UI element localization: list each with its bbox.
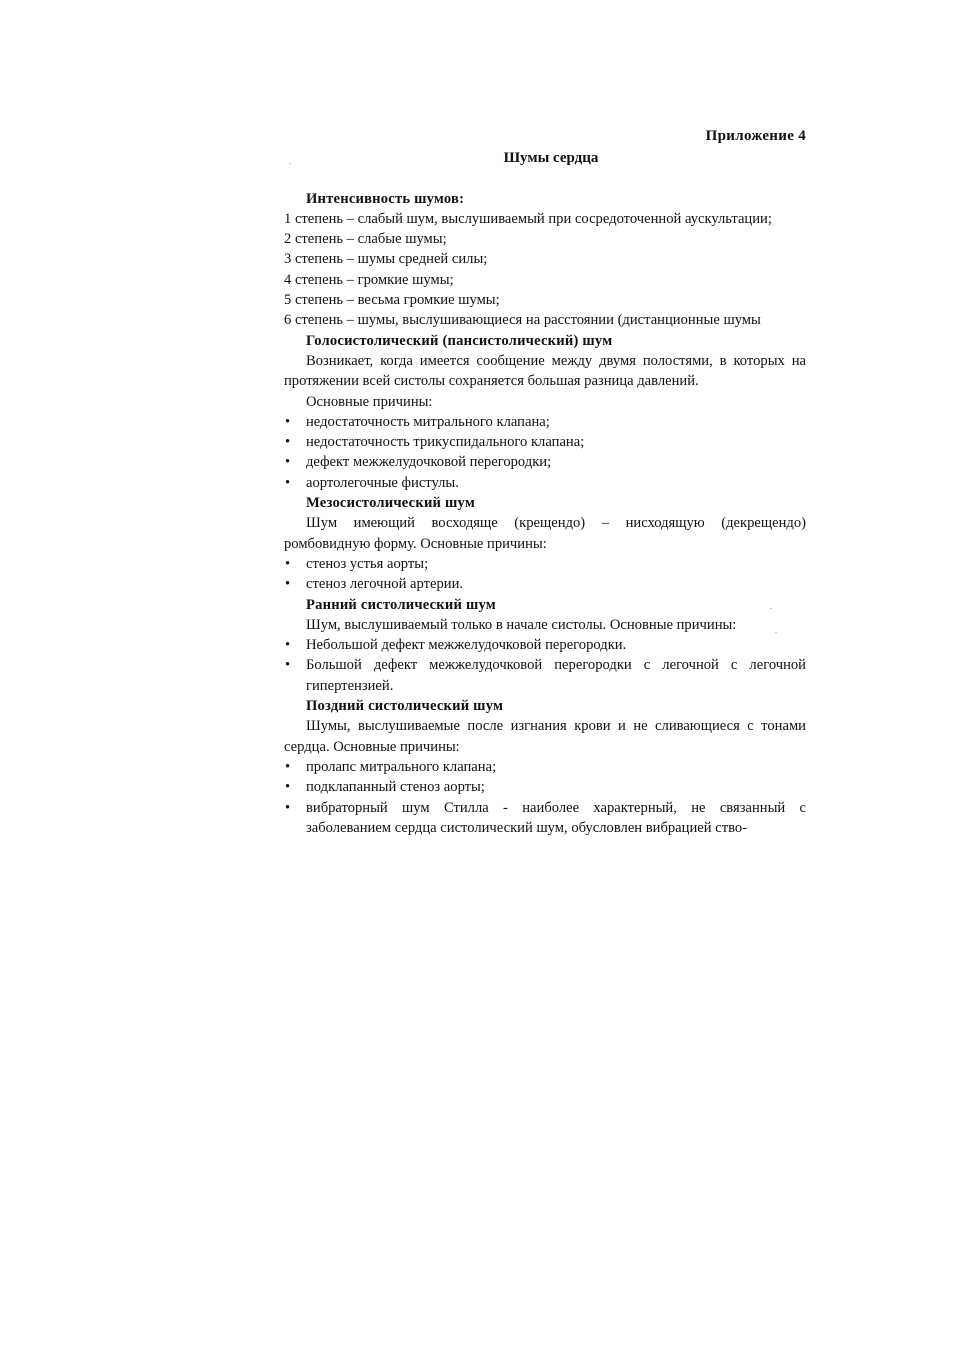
- section-heading-intensity: Интенсивность шумов:: [306, 190, 465, 207]
- intensity-grade: 2 степень – слабые шумы;: [284, 231, 447, 248]
- list-item-text: Большой дефект межжелудочковой перегородки с легочной с легочной гипертензией.: [306, 657, 806, 694]
- list-item: [284, 554, 806, 574]
- list-item-text: Небольшой дефект межжелудочковой перегородки.: [306, 637, 627, 654]
- list-item: [284, 798, 806, 839]
- bullet-icon: •: [285, 454, 291, 471]
- list-item-text: подклапанный стеноз аорты;: [306, 779, 485, 796]
- section-heading-holosystolic: Голосистолический (пансистолический) шум: [306, 332, 613, 349]
- list-item: [284, 452, 806, 472]
- section-heading-late-systolic: Поздний систолический шум: [306, 698, 504, 715]
- list-item-text: вибраторный шум Стилла - наиболее характерный, не связанный с заболеванием сердца систолический шум, обусловлен вибрацией ство-: [306, 799, 806, 836]
- list-item: [284, 432, 806, 452]
- list-item: [284, 757, 806, 777]
- list-item: [284, 574, 806, 594]
- list-item-text: стеноз устья аорты;: [306, 555, 429, 572]
- bullet-icon: •: [285, 474, 291, 491]
- list-item-text: недостаточность митрального клапана;: [306, 413, 550, 430]
- holosystolic-causes-list: [284, 412, 806, 493]
- bullet-icon: •: [285, 576, 291, 593]
- intensity-grade: 3 степень – шумы средней силы;: [284, 251, 488, 268]
- intensity-grade: 6 степень – шумы, выслушивающиеся на расстоянии (дистанционные шумы: [284, 312, 761, 329]
- list-item: [284, 412, 806, 432]
- bullet-icon: •: [285, 413, 291, 430]
- bullet-icon: •: [285, 555, 291, 572]
- bullet-icon: •: [285, 758, 291, 775]
- holosystolic-causes-label: Основные причины:: [306, 393, 433, 410]
- list-item: [284, 635, 806, 655]
- list-item-text: аортолегочные фистулы.: [306, 474, 459, 491]
- bullet-icon: •: [285, 657, 291, 674]
- page-text: [284, 126, 806, 838]
- holosystolic-description: Возникает, когда имеется сообщение между двумя полостями, в которых на протяжении всей систолы сохраняется большая разница давлений.: [284, 352, 806, 390]
- section-heading-early-systolic: Ранний систолический шум: [306, 596, 496, 613]
- list-item: [284, 655, 806, 696]
- bullet-icon: •: [285, 434, 291, 451]
- section-heading-mesosystolic: Мезосистолический шум: [306, 495, 475, 512]
- list-item-text: пролапс митрального клапана;: [306, 758, 497, 775]
- intensity-grade: 5 степень – весьма громкие шумы;: [284, 292, 500, 309]
- document-title: Шумы сердца: [503, 150, 599, 167]
- late-systolic-description: Шумы, выслушиваемые после изгнания крови и не сливающиеся с тонами сердца. Основные причины:: [284, 718, 806, 755]
- list-item-text: дефект межжелудочковой перегородки;: [306, 454, 552, 471]
- intensity-grade: 1 степень – слабый шум, выслушиваемый при сосредоточенной аускультации;: [284, 210, 772, 227]
- late-systolic-causes-list: [284, 757, 806, 838]
- mesosystolic-causes-list: [284, 554, 806, 595]
- list-item: [284, 777, 806, 797]
- bullet-icon: •: [285, 779, 291, 796]
- mesosystolic-description: Шум имеющий восходяще (крещендо) – нисходящую (декрещендо) ромбовидную форму. Основные причины:: [284, 515, 806, 552]
- list-item: [284, 473, 806, 493]
- list-item-text: стеноз легочной артерии.: [306, 576, 464, 593]
- early-systolic-description: Шум, выслушиваемый только в начале систолы. Основные причины:: [306, 616, 737, 633]
- bullet-icon: •: [285, 799, 291, 816]
- list-item-text: недостаточность трикуспидального клапана;: [306, 434, 585, 451]
- appendix-label: Приложение 4: [705, 128, 806, 144]
- bullet-icon: •: [285, 637, 291, 654]
- intensity-grade: 4 степень – громкие шумы;: [284, 271, 454, 288]
- early-systolic-causes-list: [284, 635, 806, 696]
